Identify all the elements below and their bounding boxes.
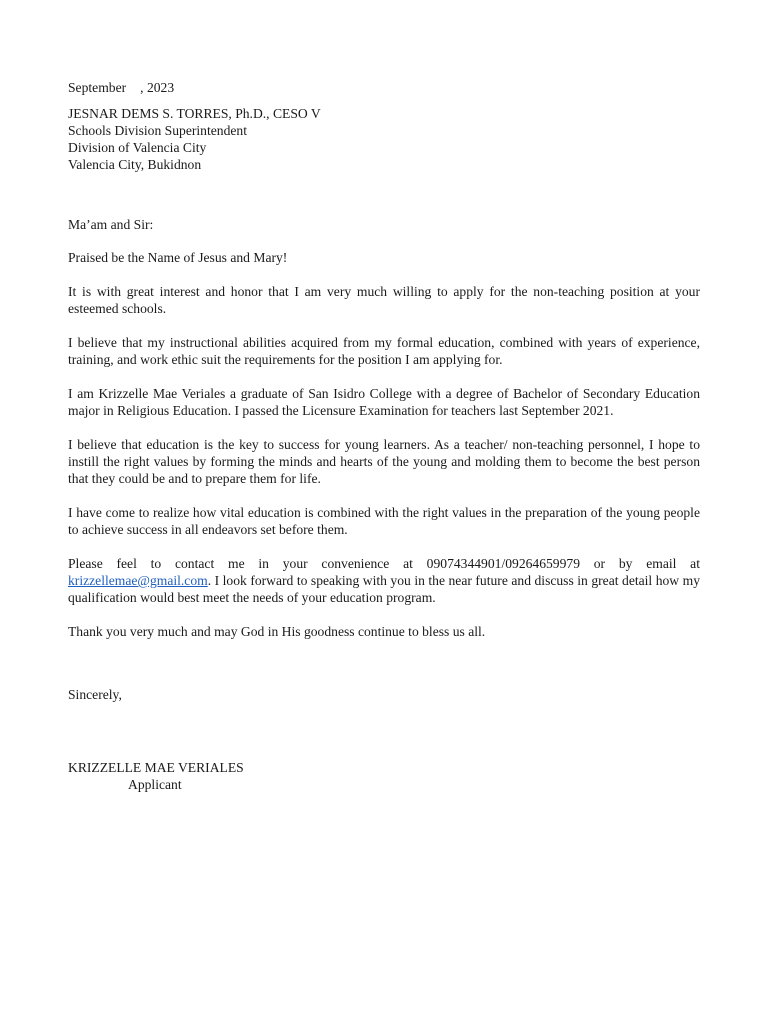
recipient-division: Division of Valencia City	[68, 140, 207, 155]
body-paragraph: I have come to realize how vital education is combined with the right values in the preparation of the young people to achieve success in all endeavors set before them.	[68, 505, 700, 537]
recipient-name: JESNAR DEMS S. TORRES, Ph.D., CESO V	[68, 106, 321, 121]
signature-title: Applicant	[128, 777, 182, 792]
date-year: , 2023	[140, 80, 175, 95]
email-link[interactable]: krizzellemae@gmail.com	[68, 573, 208, 588]
greeting: Praised be the Name of Jesus and Mary!	[68, 250, 288, 265]
contact-text-after: . I look forward to speaking with you in the near future and discuss in great detail how my qualification would best meet the needs of your education program.	[68, 573, 700, 605]
signature-name: KRIZZELLE MAE VERIALES	[68, 760, 244, 775]
salutation: Ma’am and Sir:	[68, 217, 154, 232]
closing: Sincerely,	[68, 687, 122, 702]
letter-date	[68, 79, 700, 96]
body-paragraph: I believe that my instructional abilities acquired from my formal education, combined with years of experience, training, and work ethic suit the requirements for the position I am applying for.	[68, 335, 700, 367]
date-month: September	[68, 80, 127, 95]
body-paragraph: It is with great interest and honor that I am very much willing to apply for the non-teaching position at your esteemed schools.	[68, 284, 700, 316]
body-paragraph: I believe that education is the key to success for young learners. As a teacher/ non-teaching personnel, I hope to instill the right values by forming the minds and hearts of the young and molding them to become the best person that they could be and to prepare them for life.	[68, 437, 700, 486]
thanks-paragraph: Thank you very much and may God in His goodness continue to bless us all.	[68, 624, 486, 639]
recipient-position: Schools Division Superintendent	[68, 123, 247, 138]
contact-text-before: Please feel to contact me in your convenience at 09074344901/09264659979 or by email at	[68, 556, 700, 571]
contact-paragraph	[68, 555, 700, 606]
recipient-block	[68, 105, 700, 173]
recipient-address: Valencia City, Bukidnon	[68, 157, 202, 172]
body-paragraph: I am Krizzelle Mae Veriales a graduate of San Isidro College with a degree of Bachelor of Secondary Education major in Religious Education. I passed the Licensure Examination for teachers last September 2021.	[68, 386, 700, 418]
